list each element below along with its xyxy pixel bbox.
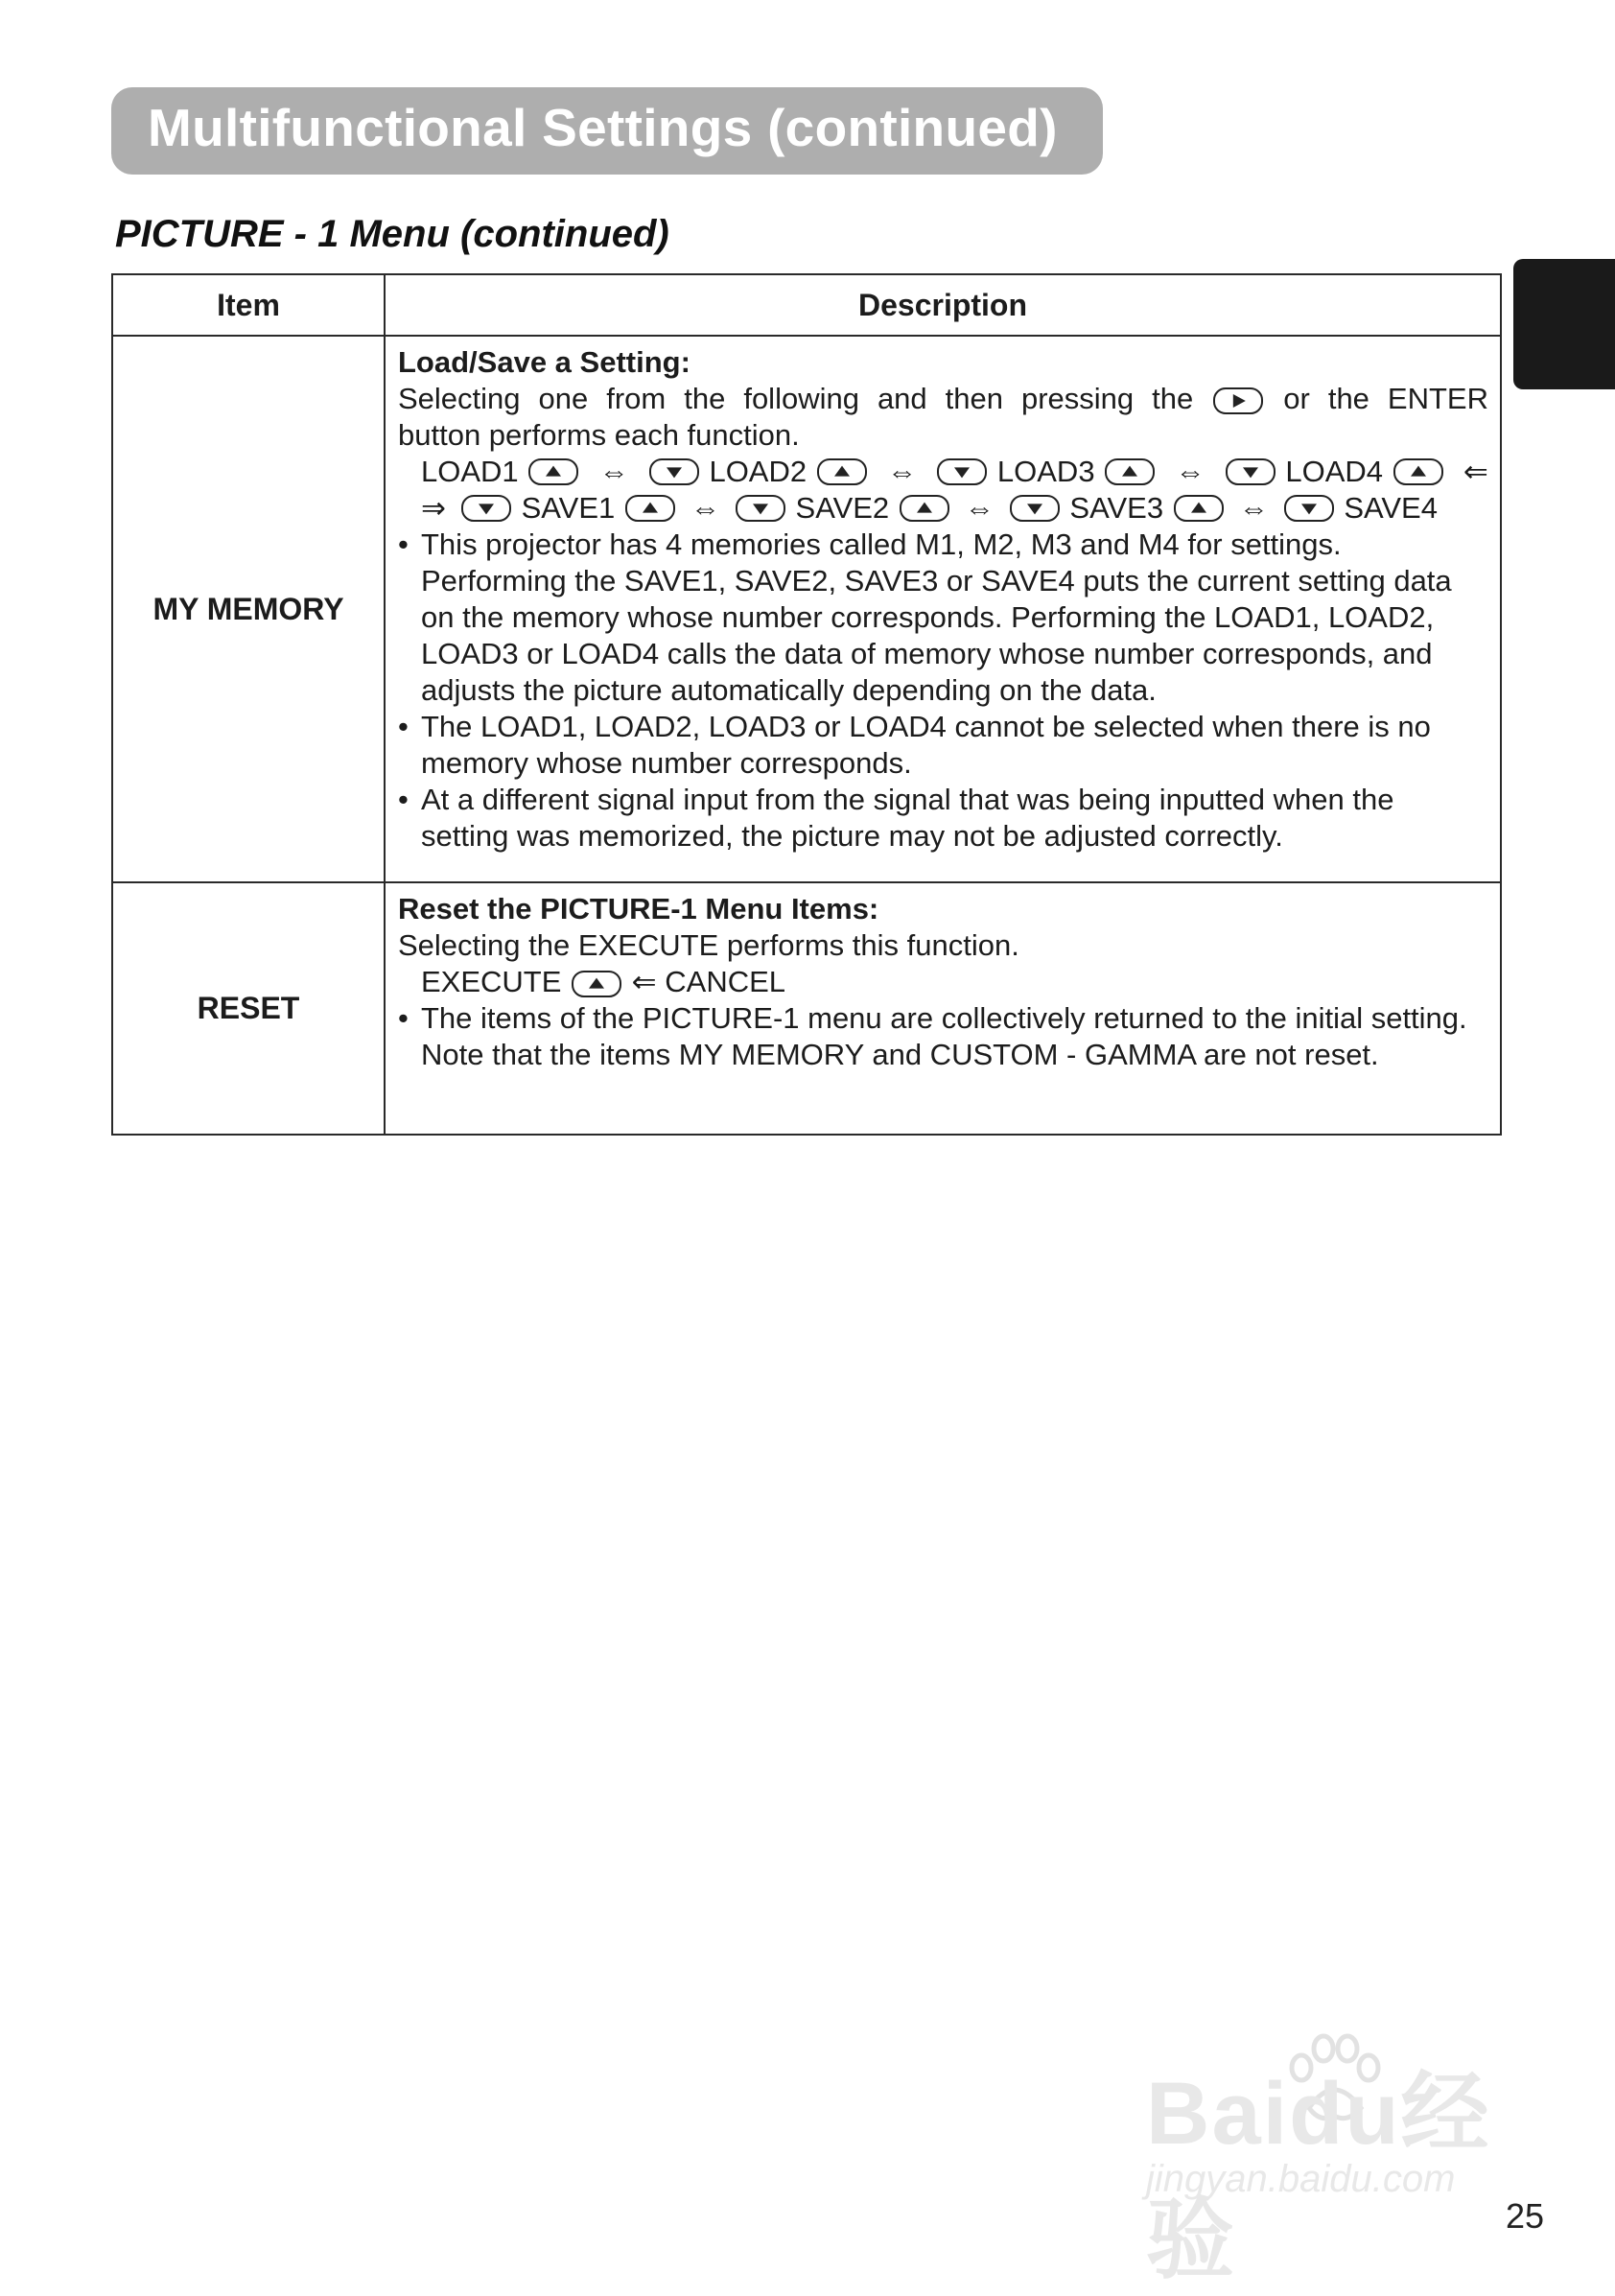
save-sequence — [398, 490, 1488, 527]
description-reset — [385, 882, 1501, 1135]
down-button-icon — [1284, 495, 1334, 522]
bullet-note: • The items of the PICTURE-1 menu are collectively returned to the initial setting. Note that the items MY MEMORY and CUSTOM - GAMMA are not reset. — [398, 1000, 1488, 1073]
page-title: Multifunctional Settings (continued) — [148, 98, 1058, 157]
seq-arrow: ⇔ — [598, 455, 629, 488]
item-my-memory: MY MEMORY — [112, 336, 385, 882]
up-button-icon — [1105, 458, 1155, 485]
seq-arrow: ⇔ — [1238, 491, 1269, 525]
baidu-watermark — [1146, 2043, 1510, 2289]
seq-label: SAVE1 — [521, 491, 616, 525]
bullet-note: • This projector has 4 memories called M1, M2, M3 and M4 for settings. Performing the SAVE1, SAVE2, SAVE3 or SAVE4 puts the current setting data on the memory whose number corresponds. Performing the LOAD1, LOAD2, LOAD3 or LOAD4 calls the data of memory whose number corresponds, and adjusts the picture automatically depending on the data. — [398, 527, 1488, 709]
seq-arrow: ⇔ — [690, 491, 720, 525]
table-row-my-memory — [112, 336, 1501, 882]
up-button-icon — [625, 495, 675, 522]
seq-label: SAVE2 — [795, 491, 890, 525]
seq-label: LOAD4 — [1285, 455, 1384, 488]
watermark-logo: Baidu经验 — [1146, 2065, 1491, 2289]
seq-arrow: ⇔ — [887, 455, 918, 488]
seq-label: EXECUTE — [421, 965, 562, 998]
page-number: 25 — [1506, 2196, 1545, 2236]
seq-arrow: ⇒ — [421, 491, 446, 525]
desc-title: Reset the PICTURE-1 Menu Items: — [398, 892, 879, 925]
seq-label: LOAD3 — [996, 455, 1095, 488]
description-my-memory — [385, 336, 1501, 882]
up-button-icon — [1393, 458, 1443, 485]
seq-arrow: ⇔ — [1175, 455, 1205, 488]
item-reset: RESET — [112, 882, 385, 1135]
down-button-icon — [1010, 495, 1060, 522]
down-button-icon — [736, 495, 785, 522]
right-button-icon — [1213, 387, 1263, 414]
column-header-item: Item — [112, 274, 385, 336]
up-button-icon — [528, 458, 578, 485]
load-sequence — [398, 454, 1488, 490]
settings-table — [111, 273, 1502, 1136]
up-button-icon — [1174, 495, 1224, 522]
seq-label: SAVE4 — [1344, 491, 1438, 525]
seq-label: LOAD1 — [421, 455, 519, 488]
down-button-icon — [461, 495, 511, 522]
down-button-icon — [1226, 458, 1276, 485]
bullet-note: • The LOAD1, LOAD2, LOAD3 or LOAD4 cannot be selected when there is no memory whose number corresponds. — [398, 709, 1488, 782]
desc-title: Load/Save a Setting: — [398, 345, 690, 379]
intro-text: Selecting one from the following and then pressing the — [398, 382, 1194, 415]
seq-label: SAVE3 — [1069, 491, 1164, 525]
table-row-reset — [112, 882, 1501, 1135]
intro-line: Selecting the EXECUTE performs this function. — [398, 928, 1019, 962]
reset-sequence — [398, 964, 1488, 1000]
table-header-row — [112, 274, 1501, 336]
up-button-icon — [572, 971, 621, 997]
intro-text-continued: or the ENTER — [1283, 382, 1488, 415]
seq-label: ⇐ CANCEL — [631, 965, 786, 998]
down-button-icon — [937, 458, 987, 485]
seq-arrow: ⇔ — [964, 491, 995, 525]
down-button-icon — [649, 458, 699, 485]
up-button-icon — [900, 495, 949, 522]
title-banner — [111, 87, 1103, 175]
section-heading: PICTURE - 1 Menu (continued) — [115, 213, 669, 255]
column-header-description: Description — [385, 274, 1501, 336]
seq-arrow: ⇐ — [1463, 455, 1488, 488]
intro-line — [398, 381, 1488, 417]
up-button-icon — [817, 458, 867, 485]
seq-label: LOAD2 — [709, 455, 808, 488]
intro-line-2: button performs each function. — [398, 418, 800, 452]
watermark-url: jingyan.baidu.com — [1146, 2158, 1456, 2200]
bullet-note: • At a different signal input from the signal that was being inputted when the setting was memorized, the picture may not be adjusted correctly. — [398, 782, 1488, 855]
side-tab — [1513, 259, 1615, 389]
